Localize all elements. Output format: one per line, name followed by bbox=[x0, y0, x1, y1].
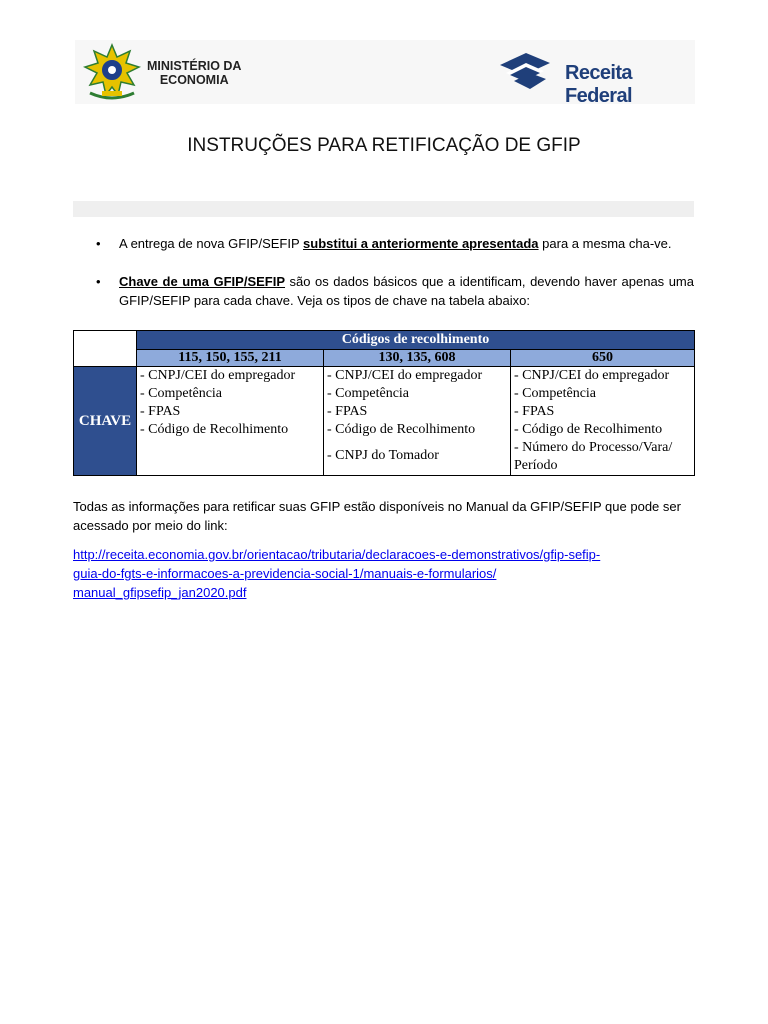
ministry-line-1: MINISTÉRIO DA bbox=[147, 59, 242, 73]
ministry-line-2: ECONOMIA bbox=[159, 73, 229, 87]
page-title: INSTRUÇÕES PARA RETIFICAÇÃO DE GFIP bbox=[187, 135, 581, 156]
brazil-coat-of-arms-icon bbox=[82, 43, 142, 101]
bullet-text: são os dados básicos que a identificam, devendo haver apenas uma GFIP/SEFIP para cada chave. Veja os tipos de chave na tabela abaixo: bbox=[119, 274, 694, 308]
link-line[interactable]: manual_gfipsefip_jan2020.pdf bbox=[73, 585, 247, 600]
receita-federal-logo-icon bbox=[500, 53, 550, 89]
divider-bar bbox=[73, 201, 694, 217]
cell-spacer bbox=[327, 439, 507, 447]
codes-group-header: Códigos de recolhimento bbox=[137, 331, 695, 350]
column-header: 130, 135, 608 bbox=[324, 350, 511, 367]
receita-federal-name: Receita Federal bbox=[565, 62, 632, 107]
info-paragraph: Todas as informações para retificar suas GFIP estão disponíveis no Manual da GFIP/SEFIP que pode ser acessado por meio do link: bbox=[73, 499, 681, 533]
cell-item: - FPAS bbox=[327, 404, 368, 419]
ministry-name bbox=[147, 59, 241, 87]
bullet-list bbox=[73, 234, 694, 310]
header-banner bbox=[75, 40, 695, 107]
cell-item: - Competência bbox=[140, 386, 223, 401]
bullet-dot-icon: • bbox=[96, 236, 101, 251]
cell-item: - Competência bbox=[327, 386, 410, 401]
bullet-text: para a mesma cha-ve. bbox=[538, 236, 672, 251]
cell-item: - CNPJ/CEI do empregador bbox=[140, 368, 296, 383]
bullet-emphasis: Chave de uma GFIP/SEFIP bbox=[119, 274, 286, 289]
cell-item: - CNPJ/CEI do empregador bbox=[514, 368, 670, 383]
bullet-dot-icon: • bbox=[96, 274, 101, 289]
column-header: 650 bbox=[511, 350, 695, 367]
cell-item: Período bbox=[514, 458, 558, 473]
bullet-emphasis: substitui a anteriormente apresentada bbox=[303, 236, 539, 251]
key-types-table bbox=[73, 330, 695, 476]
row-label-chave: CHAVE bbox=[74, 367, 137, 476]
manual-link[interactable] bbox=[73, 545, 695, 602]
table-corner-cell bbox=[74, 331, 137, 367]
bullet-item-key-definition bbox=[73, 272, 694, 310]
column-header: 115, 150, 155, 211 bbox=[137, 350, 324, 367]
cell-item: - Código de Recolhimento bbox=[514, 422, 663, 437]
link-line[interactable]: guia-do-fgts-e-informacoes-a-previdencia-social-1/manuais-e-formularios/ bbox=[73, 566, 497, 581]
table-cell bbox=[511, 367, 695, 476]
bullet-item-substitution bbox=[73, 234, 694, 253]
cell-item: - FPAS bbox=[140, 404, 181, 419]
cell-item: - Número do Processo/Vara/ bbox=[514, 440, 673, 455]
cell-item: - CNPJ/CEI do empregador bbox=[327, 368, 483, 383]
cell-item: - Código de Recolhimento bbox=[140, 422, 289, 437]
table-cell bbox=[324, 367, 511, 476]
cell-item: - Competência bbox=[514, 386, 597, 401]
link-line[interactable]: http://receita.economia.gov.br/orientacao/tributaria/declaracoes-e-demonstrativos/gfip-sefip- bbox=[73, 547, 601, 562]
bullet-text: A entrega de nova GFIP/SEFIP bbox=[119, 236, 304, 251]
cell-item: - Código de Recolhimento bbox=[327, 422, 476, 437]
table-cell bbox=[137, 367, 324, 476]
cell-item: - FPAS bbox=[514, 404, 555, 419]
cell-item: - CNPJ do Tomador bbox=[327, 448, 439, 463]
